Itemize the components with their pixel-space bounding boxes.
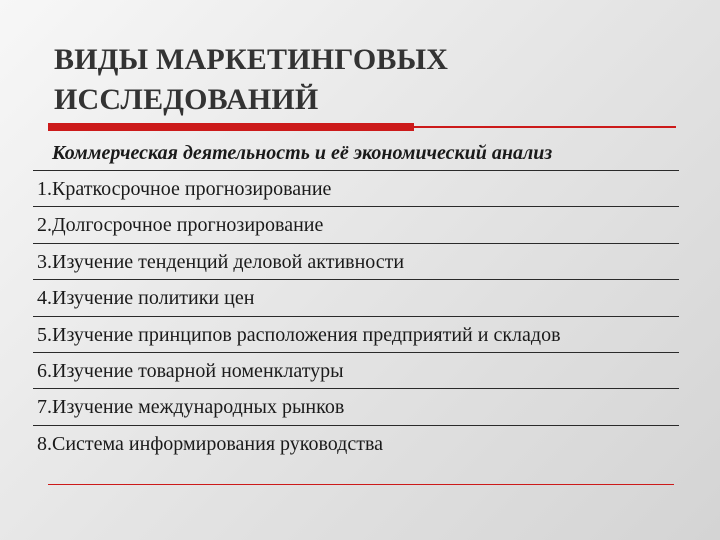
list-item-8: 8.Система информирования руководства [37,432,384,455]
slide-title-line-1: ВИДЫ МАРКЕТИНГОВЫХ [54,43,449,76]
slide-title [54,40,654,120]
list-item-3: 3.Изучение тенденций деловой активности [33,244,679,280]
list-item-4: 4.Изучение политики цен [33,280,679,316]
list-item-2: 2.Долгосрочное прогнозирование [33,207,679,243]
research-types-list [33,170,679,462]
list-item-5: 5.Изучение принципов расположения предприятий и складов [33,317,679,353]
bottom-divider-line [48,484,674,485]
list-item-6: 6.Изучение товарной номенклатуры [33,353,679,389]
list-item-7: 7.Изучение международных рынков [33,389,679,425]
list-item-1: 1.Краткосрочное прогнозирование [33,171,679,207]
slide-subtitle: Коммерческая деятельность и её экономический анализ [52,142,553,164]
title-divider-line [414,126,676,128]
slide-title-line-2: ИССЛЕДОВАНИЙ [54,83,319,116]
title-accent-bar [48,123,414,131]
